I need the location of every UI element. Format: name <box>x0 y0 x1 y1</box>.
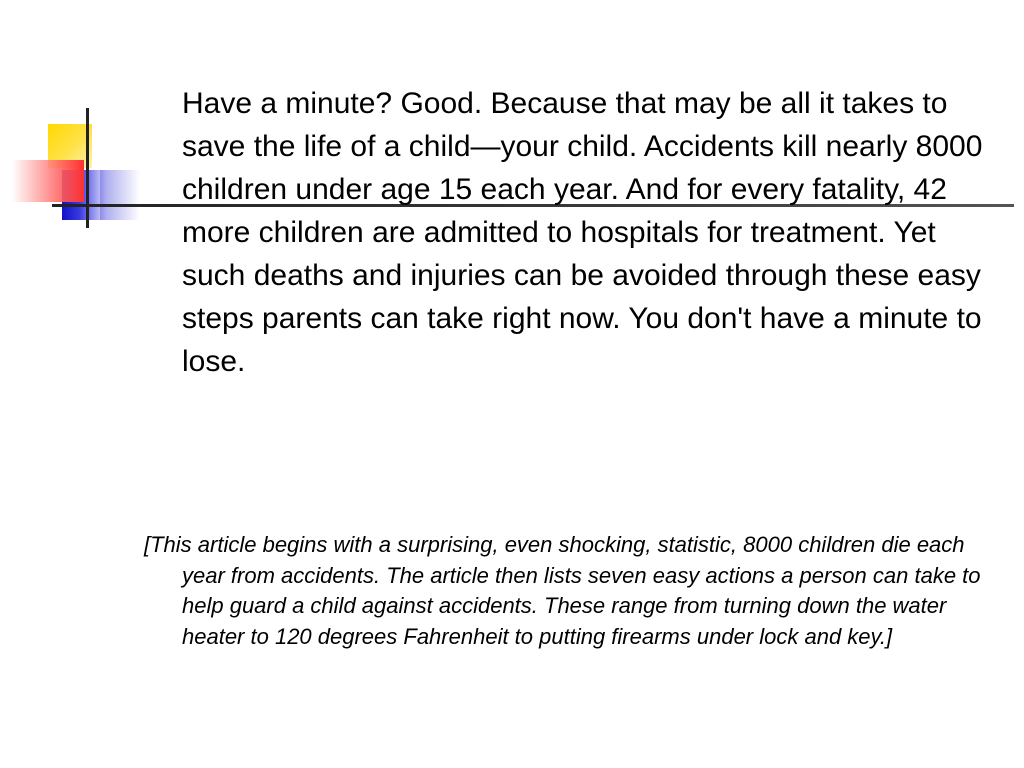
note-paragraph: [This article begins with a surprising, even shocking, statistic, 8000 children die each year from accidents. The article then lists seven easy actions a person can take to help guard a child against accidents. These range from turning down the water heater to 120 degrees Fahrenheit to putting firearms under lock and key.] <box>144 532 981 649</box>
main-text-block <box>182 82 1002 383</box>
vertical-rule-line <box>86 108 89 228</box>
note-text-block <box>144 530 994 652</box>
main-paragraph: Have a minute? Good. Because that may be all it takes to save the life of a child—your child. Accidents kill nearly 8000 children under age 15 each year. And for every fatality, 42 more children are admitted to hospitals for treatment. Yet such deaths and injuries can be avoided through these easy steps parents can take right now. You don't have a minute to lose. <box>182 87 983 378</box>
red-square-decoration <box>12 160 84 202</box>
blue-fade-decoration <box>100 170 140 220</box>
